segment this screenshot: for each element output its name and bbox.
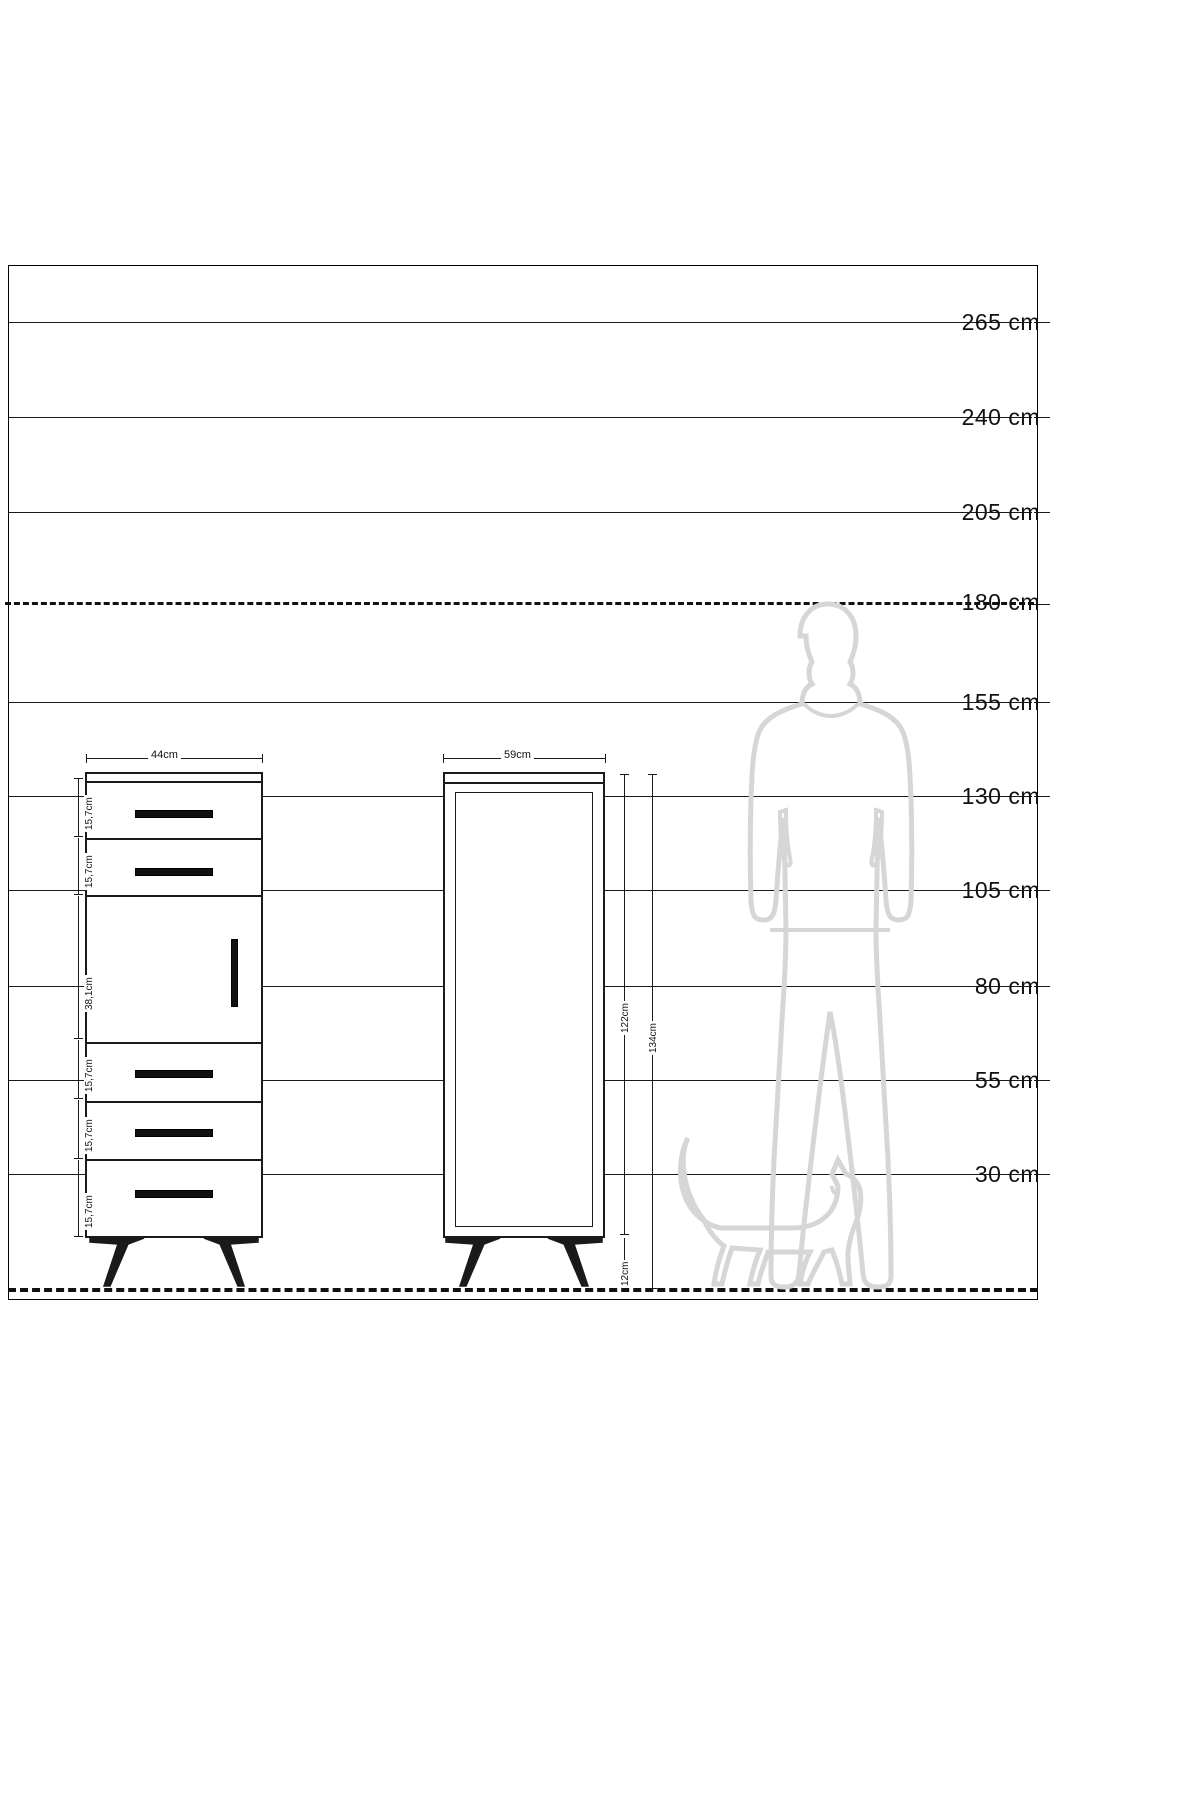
scale-label-155: 155 cm xyxy=(961,689,1040,715)
scale-label-240: 240 cm xyxy=(961,404,1040,430)
tall-cabinet[interactable] xyxy=(443,772,605,1238)
chest-divider-3 xyxy=(87,1042,261,1044)
chest-seg-line-5 xyxy=(78,1100,79,1158)
scale-line-265 xyxy=(9,322,1032,323)
chest-seg-cap-3b xyxy=(74,1038,83,1039)
cabinet-height-cap-134b xyxy=(648,1288,657,1289)
chest-seg-cap-2b xyxy=(74,894,83,895)
cabinet-height-cap-122a xyxy=(620,774,629,775)
scale-line-240 xyxy=(9,417,1032,418)
chest-seg-line-3 xyxy=(78,896,79,1038)
scale-label-205: 205 cm xyxy=(961,499,1040,525)
chest-seg-line-1 xyxy=(78,778,79,836)
chest-seg-line-6 xyxy=(78,1160,79,1236)
chest-width-label: 44cm xyxy=(148,749,181,761)
scale-label-130: 130 cm xyxy=(961,783,1040,809)
cabinet-leg-height-label: 12cm xyxy=(620,1261,631,1286)
scale-label-265: 265 cm xyxy=(961,309,1040,335)
scale-line-205 xyxy=(9,512,1032,513)
chest-seg-label-6: 15,7cm xyxy=(84,1195,95,1228)
drawer-handle-1[interactable] xyxy=(135,810,213,818)
scale-label-55: 55 cm xyxy=(974,1067,1040,1093)
scale-label-80: 80 cm xyxy=(974,973,1040,999)
chest-seg-label-1: 15,7cm xyxy=(84,797,95,830)
chest-divider-2 xyxy=(87,895,261,897)
cabinet-height-label-122: 122cm xyxy=(620,1002,631,1033)
cabinet-width-label: 59cm xyxy=(501,749,534,761)
chest-seg-cap-1b xyxy=(74,836,83,837)
cabinet-height-cap-134a xyxy=(648,774,657,775)
chest-seg-line-2 xyxy=(78,838,79,894)
drawer-handle-5[interactable] xyxy=(135,1190,213,1198)
cabinet-width-cap-right xyxy=(605,754,606,763)
chest-divider-4 xyxy=(87,1101,261,1103)
chest-divider-5 xyxy=(87,1159,261,1161)
drawer-chest[interactable] xyxy=(85,772,263,1238)
cabinet-height-cap-122b xyxy=(620,1234,629,1235)
scale-label-30: 30 cm xyxy=(974,1161,1040,1187)
chest-seg-cap-5b xyxy=(74,1158,83,1159)
cabinet-height-label-134: 134cm xyxy=(648,1022,659,1053)
chest-seg-label-2: 15,7cm xyxy=(84,855,95,888)
chest-seg-label-3: 38,1cm xyxy=(84,977,95,1010)
chest-seg-cap-1a xyxy=(74,778,83,779)
cabinet-width-cap-left xyxy=(443,754,444,763)
chest-width-cap-right xyxy=(262,754,263,763)
drawer-handle-2[interactable] xyxy=(135,868,213,876)
scale-label-180: 180 cm xyxy=(961,589,1040,615)
chest-seg-line-4 xyxy=(78,1040,79,1098)
cabinet-top-panel xyxy=(445,774,603,784)
chest-seg-cap-6b xyxy=(74,1236,83,1237)
drawer-handle-4[interactable] xyxy=(135,1129,213,1137)
door-handle[interactable] xyxy=(231,939,238,1007)
cat-silhouette xyxy=(672,1132,872,1292)
chest-seg-cap-4b xyxy=(74,1098,83,1099)
chest-width-cap-left xyxy=(86,754,87,763)
chest-seg-label-5: 15,7cm xyxy=(84,1119,95,1152)
chest-seg-label-4: 15,7cm xyxy=(84,1059,95,1092)
cabinet-door[interactable] xyxy=(455,792,593,1227)
chest-divider-1 xyxy=(87,838,261,840)
scale-label-105: 105 cm xyxy=(961,877,1040,903)
chest-top-panel xyxy=(87,774,261,783)
drawer-handle-3[interactable] xyxy=(135,1070,213,1078)
